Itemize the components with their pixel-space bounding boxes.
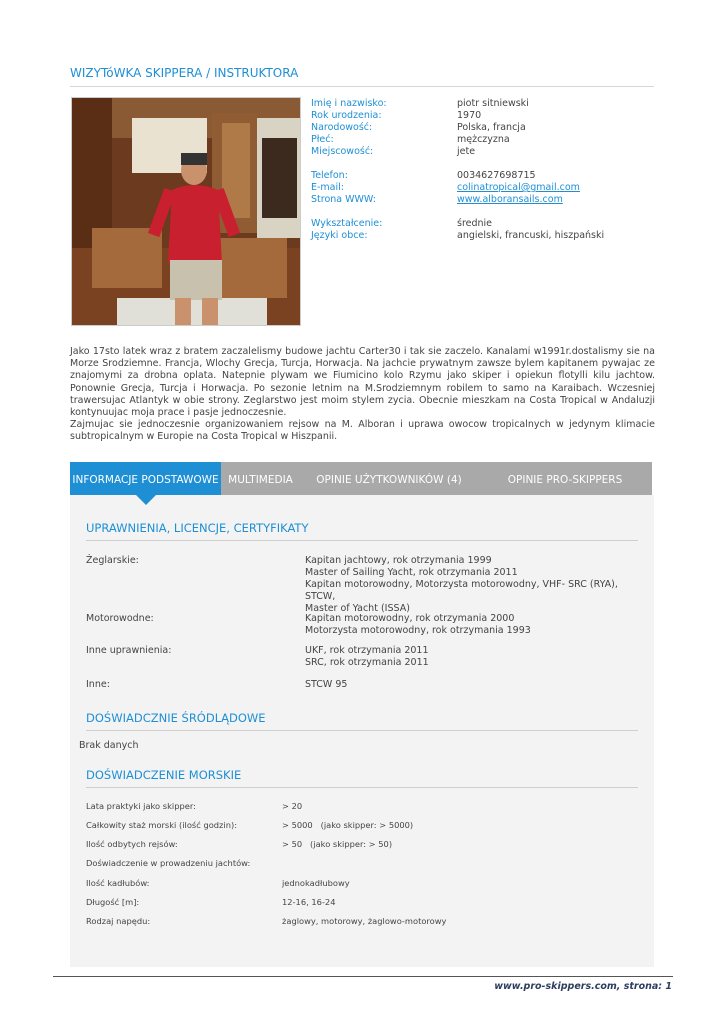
- sea-row: [86, 820, 646, 830]
- info-row-phone: [311, 170, 656, 182]
- license-row-other-permits: [86, 645, 646, 669]
- info-row-gender: [311, 134, 656, 146]
- section-divider: [86, 730, 638, 731]
- sea-value: > 50 (jako skipper: > 50): [282, 839, 393, 849]
- sea-row: [86, 858, 646, 868]
- name-label: Imię i nazwisko:: [311, 98, 387, 109]
- license-values: [305, 679, 645, 691]
- license-line: Master of Yacht (ISSA): [305, 603, 410, 614]
- info-row-education: [311, 218, 656, 230]
- section-divider: [86, 540, 638, 541]
- license-label: Motorowodne:: [86, 613, 154, 624]
- nationality-label: Narodowość:: [311, 122, 373, 133]
- name-value: piotr sitniewski: [457, 98, 529, 109]
- tab-bar: [70, 462, 652, 495]
- sea-value: 12-16, 16-24: [282, 897, 336, 907]
- info-row-birth-year: [311, 110, 656, 122]
- license-values: [305, 613, 645, 637]
- license-line: STCW 95: [305, 679, 348, 690]
- sea-row: [86, 801, 646, 811]
- license-label: Inne uprawnienia:: [86, 645, 172, 656]
- license-row-sailing: [86, 555, 646, 615]
- info-row-nationality: [311, 122, 656, 134]
- phone-label: Telefon:: [311, 170, 348, 181]
- info-row-website: [311, 194, 656, 206]
- sea-label: Ilość odbytych rejsów:: [86, 839, 178, 849]
- email-label: E-mail:: [311, 182, 344, 193]
- tab-basic-info[interactable]: INFORMACJE PODSTAWOWE: [70, 462, 221, 495]
- sea-row: [86, 916, 646, 926]
- license-line: Motorzysta motorowodny, rok otrzymania 1993: [305, 625, 531, 636]
- section-title-sea: DOŚWIADCZENIE MORSKIE: [86, 768, 242, 782]
- website-label: Strona WWW:: [311, 194, 376, 205]
- license-values: [305, 645, 645, 669]
- title-divider: [70, 86, 654, 87]
- website-link[interactable]: www.alboransails.com: [457, 194, 563, 205]
- birth-year-label: Rok urodzenia:: [311, 110, 382, 121]
- license-line: Kapitan motorowodny, rok otrzymania 2000: [305, 613, 515, 624]
- gender-value: mężczyzna: [457, 134, 510, 145]
- info-row-languages: [311, 230, 656, 242]
- profile-info: [311, 98, 656, 242]
- sea-value: jednokadłubowy: [282, 878, 350, 888]
- sea-row: [86, 878, 646, 888]
- sea-row: [86, 897, 646, 907]
- footer-divider: [53, 976, 673, 977]
- section-title-licenses: UPRAWNIENIA, LICENCJE, CERTYFIKATY: [86, 521, 309, 535]
- tab-pro-skippers-reviews[interactable]: OPINIE PRO-SKIPPERS: [507, 474, 623, 486]
- sea-label: Lata praktyki jako skipper:: [86, 801, 196, 811]
- sea-label: Długość [m]:: [86, 897, 140, 907]
- license-line: UKF, rok otrzymania 2011: [305, 645, 429, 656]
- nationality-value: Polska, francja: [457, 122, 526, 133]
- sea-label: Rodzaj napędu:: [86, 916, 151, 926]
- info-row-name: [311, 98, 656, 110]
- license-line: Kapitan jachtowy, rok otrzymania 1999: [305, 555, 492, 566]
- footer-text: www.pro-skippers.com, strona: 1: [494, 981, 672, 992]
- license-line: Master of Sailing Yacht, rok otrzymania 2011: [305, 567, 518, 578]
- section-title-inland: DOŚWIADCZNIE ŚRÓDLĄDOWE: [86, 711, 266, 725]
- license-label: Żeglarskie:: [86, 555, 139, 566]
- info-row-email: [311, 182, 656, 194]
- license-values: [305, 555, 645, 615]
- bio-paragraph: Jako 17sto latek wraz z bratem zaczalelismy budowe jachtu Carter30 i tak sie zaczelo. Kanalami w1991r.dostalismy sie na Morze Srodziemne. Francja, Wlochy Grecja, Turcja, Horwacja. Na jachcie prywatnym zawsze bylem kapitanem pywajac ze znajomymi za drobna oplata. Natepnie plywam we Fiumicino kolo Rzymu jako skiper i opiekun flotylli kilu jachtow. Ponownie Grecja, Turcja i Horwacja. Po sezonie letnim na M.Srodziemnym robilem to samo na Karaibach. Wczesniej trawersujac Atlantyk w obie strony. Zeglarstwo jest moim stylem zycia. Obecnie mieszkam na Costa Tropical w Andaluzji kontynuujac moja prace i pasje jednoczesnie.: [70, 346, 655, 419]
- license-label: Inne:: [86, 679, 110, 690]
- gender-label: Płeć:: [311, 134, 334, 145]
- sea-row: [86, 839, 646, 849]
- info-row-city: [311, 146, 656, 158]
- sea-value: > 5000 (jako skipper: > 5000): [282, 820, 414, 830]
- license-row-other: [86, 679, 646, 691]
- bio-paragraph: Zajmujac sie jednoczesnie organizowaniem rejsow na M. Alboran i uprawa owocow tropicalnych w jedynym klimacie subtropicalnym w Europie na Costa Tropical w Hiszpanii.: [70, 419, 655, 443]
- languages-label: Języki obce:: [311, 230, 368, 241]
- phone-value: 0034627698715: [457, 170, 536, 181]
- city-value: jete: [457, 146, 476, 157]
- bio-text: [70, 346, 655, 444]
- section-divider: [86, 787, 638, 788]
- skipper-photo: [71, 97, 301, 326]
- sea-label: Ilość kadłubów:: [86, 878, 150, 888]
- education-label: Wykształcenie:: [311, 218, 383, 229]
- license-line: SRC, rok otrzymania 2011: [305, 657, 429, 668]
- email-link[interactable]: colinatropical@gmail.com: [457, 182, 580, 193]
- tab-user-reviews[interactable]: OPINIE UŻYTKOWNIKÓW (4): [316, 474, 462, 486]
- sea-label: Całkowity staż morski (ilość godzin):: [86, 820, 238, 830]
- sea-value: żaglowy, motorowy, żaglowo-motorowy: [282, 916, 447, 926]
- sea-value: > 20: [282, 801, 303, 811]
- tab-multimedia[interactable]: MULTIMEDIA: [228, 474, 293, 486]
- active-tab-indicator: [136, 495, 156, 505]
- city-label: Miejscowość:: [311, 146, 374, 157]
- education-value: średnie: [457, 218, 493, 229]
- license-line: Kapitan motorowodny, Motorzysta motorowodny, VHF- SRC (RYA), STCW,: [305, 579, 618, 602]
- page-title: WIZYTóWKA SKIPPERA / INSTRUKTORA: [70, 66, 299, 80]
- languages-value: angielski, francuski, hiszpański: [457, 230, 605, 241]
- birth-year-value: 1970: [457, 110, 482, 121]
- no-data-text: Brak danych: [79, 740, 139, 751]
- license-row-motor: [86, 613, 646, 637]
- sea-label: Doświadczenie w prowadzeniu jachtów:: [86, 858, 251, 868]
